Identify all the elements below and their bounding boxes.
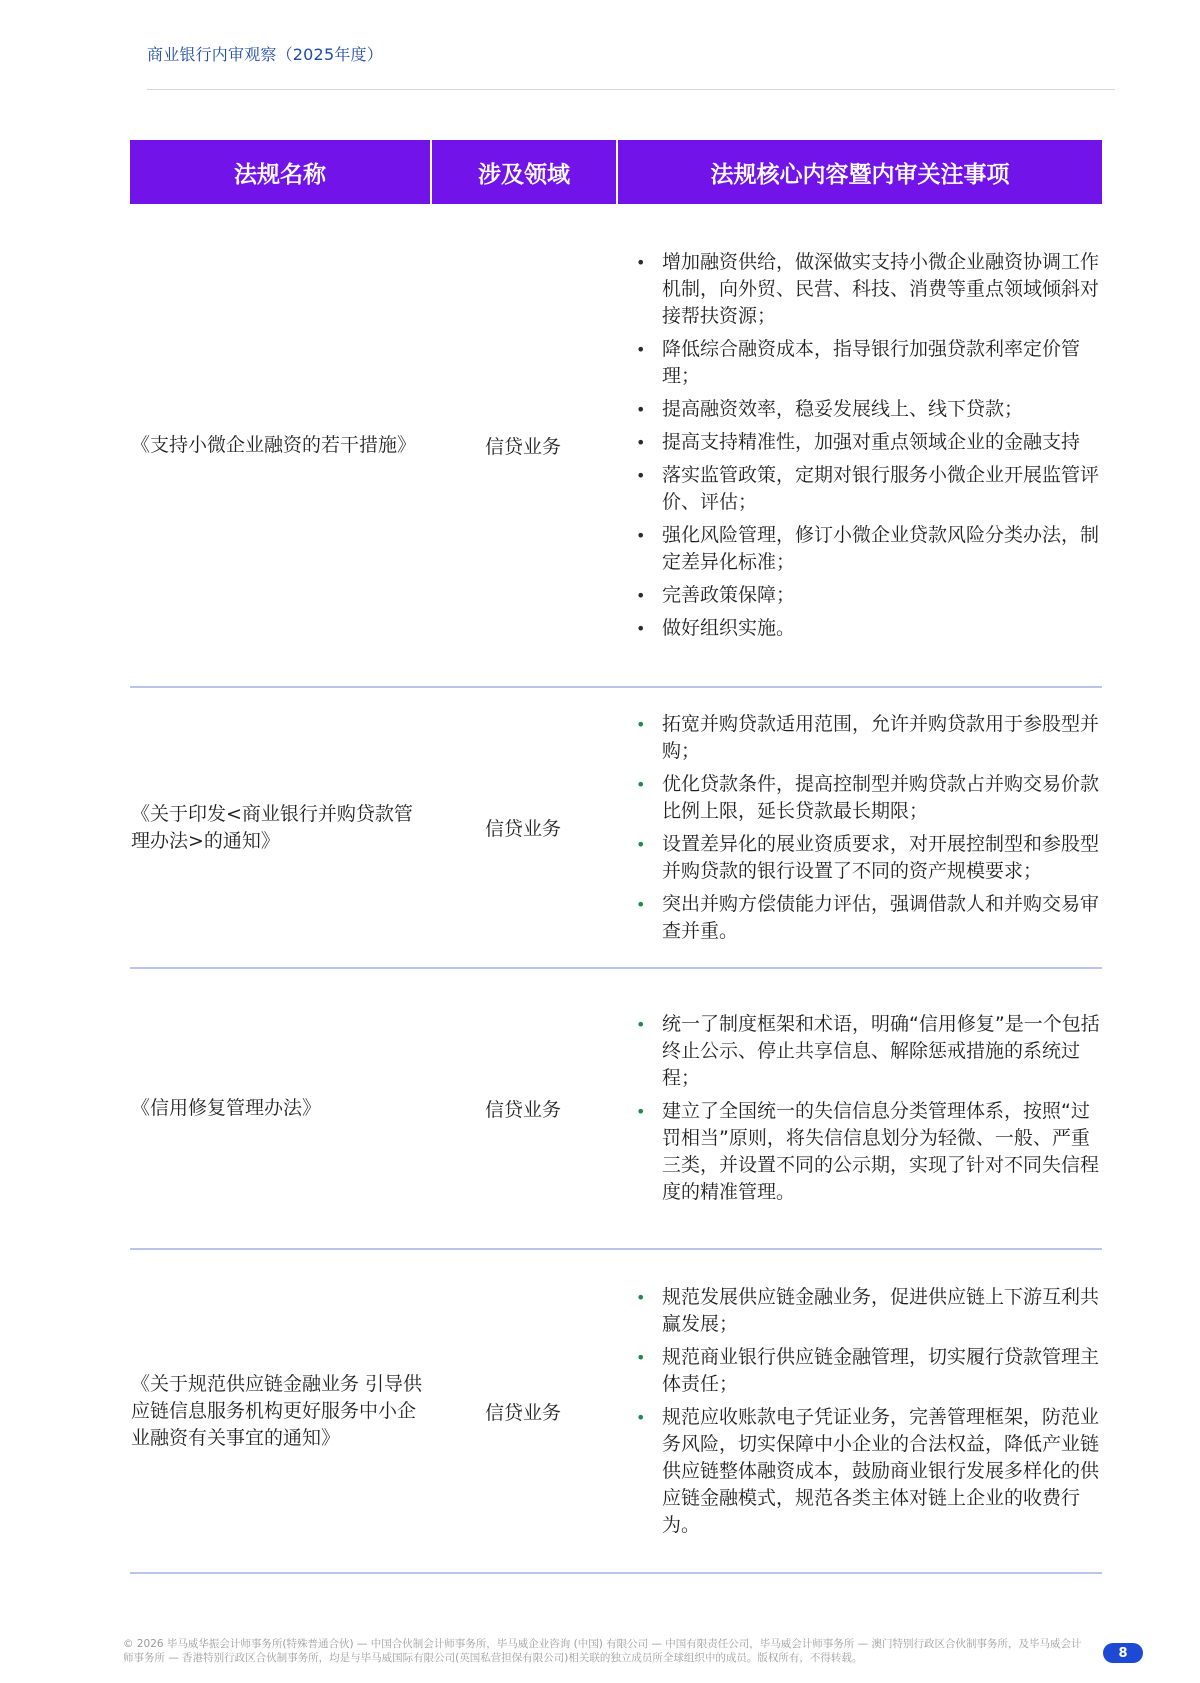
table-header xyxy=(130,140,1102,204)
column-header-points: 法规核心内容暨内审关注事项 xyxy=(618,140,1102,204)
table-row xyxy=(130,688,1102,969)
regulation-domain: 信贷业务 xyxy=(484,1401,561,1424)
regulation-name: 《关于规范供应链金融业务 引导供应链信息服务机构更好服务中小企业融资有关事宜的通知》 xyxy=(131,1372,423,1449)
regulation-name: 《支持小微企业融资的若干措施》 xyxy=(131,433,417,456)
list-item: • 规范发展供应链金融业务，促进供应链上下游互利共赢发展； xyxy=(636,1284,1102,1338)
list-item: • 建立了全国统一的失信信息分类管理体系，按照“过罚相当”原则，将失信信息划分为轻微、一般、严重三类，并设置不同的公示期，实现了针对不同失信程度的精准管理。 xyxy=(636,1098,1102,1206)
list-item: • 增加融资供给，做深做实支持小微企业融资协调工作机制，向外贸、民营、科技、消费等重点领域倾斜对接帮扶资源； xyxy=(636,249,1102,330)
list-item: • 完善政策保障； xyxy=(636,582,1102,609)
column-header-domain: 涉及领域 xyxy=(432,140,616,204)
regulation-domain: 信贷业务 xyxy=(484,1099,561,1121)
page-number-badge: 8 xyxy=(1103,1643,1143,1663)
running-header-title: 商业银行内审观察（2025年度） xyxy=(147,45,383,64)
list-item: • 提高融资效率，稳妥发展线上、线下贷款； xyxy=(636,396,1102,423)
list-item: • 规范应收账款电子凭证业务，完善管理框架，防范业务风险，切实保障中小企业的合法权益，降低产业链供应链整体融资成本，鼓励商业银行发展多样化的供应链金融模式，规范各类主体对链上企业的收费行为。 xyxy=(636,1404,1102,1539)
regulation-name: 《关于印发<商业银行并购贷款管理办法>的通知》 xyxy=(131,802,413,852)
header-divider xyxy=(147,89,1115,90)
table-row xyxy=(130,1250,1102,1574)
regulation-domain: 信贷业务 xyxy=(484,435,561,458)
list-item: • 优化贷款条件，提高控制型并购贷款占并购交易价款比例上限，延长贷款最长期限； xyxy=(636,771,1102,825)
footer-copyright: © 2026 毕马威华振会计师事务所(特殊普通合伙) — 中国合伙制会计师事务所，毕马威企业咨询 (中国) 有限公司 — 中国有限责任公司，毕马威会计师事务所 — 澳门特别行政区合伙制事务所，及毕马威会计师事务所 — 香港特别行政区合伙制事务所，均是与毕马威国际有限公司(英国私营担保有限公司)相关联的独立成员所全球组织中的成员。版权所有，不得转载。 xyxy=(123,1638,1082,1664)
list-item: • 拓宽并购贷款适用范围，允许并购贷款用于参股型并购； xyxy=(636,711,1102,765)
table-row xyxy=(130,969,1102,1250)
column-header-name: 法规名称 xyxy=(130,140,430,204)
list-item: • 降低综合融资成本，指导银行加强贷款利率定价管理； xyxy=(636,336,1102,390)
list-item: • 提高支持精准性，加强对重点领域企业的金融支持 xyxy=(636,429,1102,456)
regulation-name: 《信用修复管理办法》 xyxy=(131,1097,322,1119)
list-item: • 落实监管政策，定期对银行服务小微企业开展监管评价、评估； xyxy=(636,462,1102,516)
list-item: • 突出并购方偿债能力评估，强调借款人和并购交易审查并重。 xyxy=(636,891,1102,945)
regulation-points xyxy=(616,711,1102,945)
list-item: • 强化风险管理，修订小微企业贷款风险分类办法，制定差异化标准； xyxy=(636,522,1102,576)
list-item: • 做好组织实施。 xyxy=(636,615,1102,642)
regulation-points xyxy=(616,1011,1102,1206)
regulation-table xyxy=(130,140,1102,1574)
regulation-points xyxy=(616,249,1102,642)
table-row xyxy=(130,204,1102,688)
list-item: • 规范商业银行供应链金融管理，切实履行贷款管理主体责任； xyxy=(636,1344,1102,1398)
regulation-domain: 信贷业务 xyxy=(484,818,561,840)
list-item: • 设置差异化的展业资质要求，对开展控制型和参股型并购贷款的银行设置了不同的资产规模要求； xyxy=(636,831,1102,885)
regulation-points xyxy=(616,1284,1102,1539)
list-item: • 统一了制度框架和术语，明确“信用修复”是一个包括终止公示、停止共享信息、解除惩戒措施的系统过程； xyxy=(636,1011,1102,1092)
